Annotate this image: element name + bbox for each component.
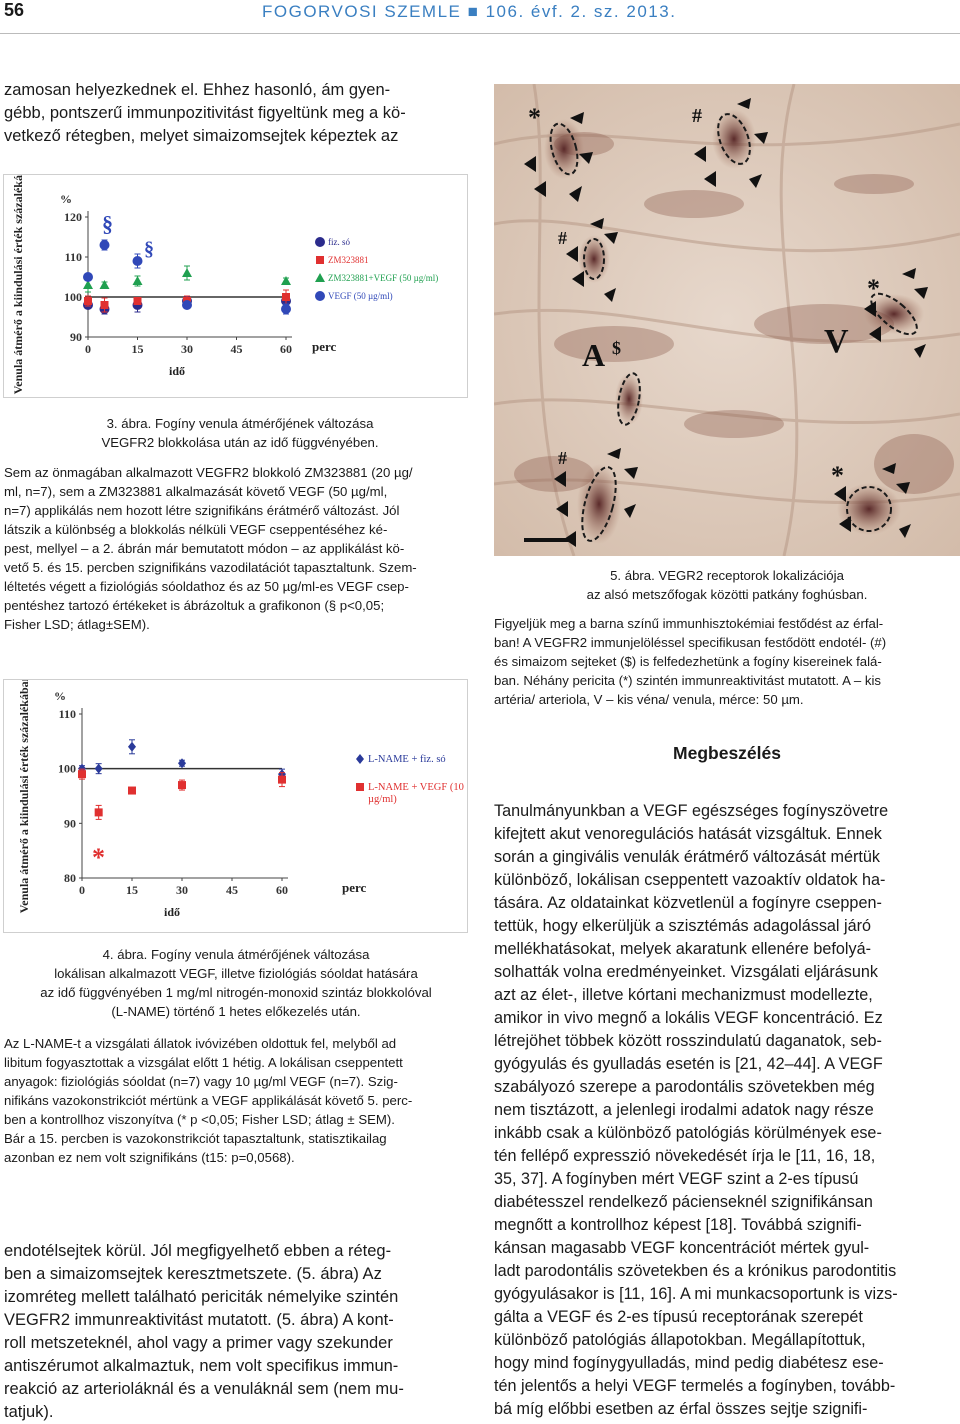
text-line: ben a simaizomsejtek keresztmetszete. (5. ábra) Az xyxy=(4,1265,382,1283)
text-line: n=7) applikálás nem hozott létre szignifikáns érátmérő változást. Jól xyxy=(4,503,400,518)
legend-marker xyxy=(356,783,364,791)
text-line: gálta a VEGF és 2-es típusú receptorának szerepét xyxy=(494,1308,863,1326)
section-heading: Megbeszélés xyxy=(673,743,781,763)
fig5-label: A xyxy=(582,337,606,373)
fig5-label: * xyxy=(831,461,844,490)
y-tick-label: 90 xyxy=(70,330,82,344)
x-unit-label: perc xyxy=(342,880,367,895)
text-line: antiszérumot alkalmaztuk, nem volt specifikus immun- xyxy=(4,1357,399,1375)
text-line: nifikáns vazokonstrikciót mértünk a VEGF applikálását követő 5. perc- xyxy=(4,1093,413,1108)
legend-label: ZM323881 xyxy=(328,255,369,265)
fig5-label: V xyxy=(824,323,849,360)
data-point xyxy=(278,776,286,784)
figure-5-description xyxy=(494,614,958,709)
discussion-text xyxy=(494,800,959,1421)
caption-line: (L-NAME) történő 1 hetes előkezelés után. xyxy=(111,1004,361,1019)
text-line: Fisher LSD; átlag±SEM). xyxy=(4,617,150,632)
x-tick-label: 45 xyxy=(226,883,238,897)
legend-label: µg/ml) xyxy=(368,794,397,805)
fig5-label: # xyxy=(558,448,567,468)
text-line: ml, n=7), sem a ZM323881 alkalmazását követő VEGF (50 µg/ml, xyxy=(4,484,388,499)
figure-5-micrograph xyxy=(494,84,960,556)
data-point xyxy=(281,304,291,314)
text-line: különböző, lokálisan cseppentett vazoaktív oldatok ha- xyxy=(494,871,886,889)
legend-marker xyxy=(315,273,325,282)
figure-4-description xyxy=(4,1034,468,1167)
scale-bar xyxy=(524,538,576,542)
text-line: ladt parodontális szövetekben és a krónikus parodontitis xyxy=(494,1262,897,1280)
data-point xyxy=(84,297,92,305)
fig5-label: * xyxy=(528,103,541,132)
text-line: létrejöhet többek között rosszindulatú daganatok, seb- xyxy=(494,1032,882,1050)
text-line: mellékhatásokat, melyek akaratunk ellenére befolyá- xyxy=(494,940,872,958)
x-tick-label: 30 xyxy=(181,342,193,356)
caption-line: 5. ábra. VEGR2 receptorok lokalizációja xyxy=(610,568,844,583)
text-line: anyagok: fiziológiás sóoldat (n=7) vagy 10 µg/ml VEGF (n=7). Szig- xyxy=(4,1074,398,1089)
legend-label: L-NAME + VEGF (10 xyxy=(368,782,464,793)
text-line: azonban ez nem volt szignifikáns (t15: p=0,0568). xyxy=(4,1150,295,1165)
y-tick-label: 80 xyxy=(64,871,76,885)
text-line: pest, mellyel – a 2. ábrán már bemutatott módon – az applikálást kö- xyxy=(4,541,405,556)
text-line: tatjuk). xyxy=(4,1403,54,1421)
text-line: Sem az önmagában alkalmazott VEGFR2 blokkoló ZM323881 (20 µg/ xyxy=(4,465,413,480)
data-point xyxy=(182,300,192,310)
significance-mark: § xyxy=(102,211,113,236)
text-line: kánsan magasabb VEGF koncentrációt mértek gyul- xyxy=(494,1239,870,1257)
data-point xyxy=(100,280,110,289)
header-divider xyxy=(0,33,960,34)
figure-3-description xyxy=(4,463,468,634)
significance-mark: § xyxy=(144,238,154,260)
text-line: Bár a 15. percben is vazokonstrikciót tapasztaltunk, statisztikailag xyxy=(4,1131,387,1146)
y-unit-label: % xyxy=(60,192,72,206)
fig5-label: $ xyxy=(612,338,621,358)
data-point xyxy=(101,301,109,309)
caption-line: az alsó metszőfogak közötti patkány foghúsban. xyxy=(586,587,868,602)
x-tick-label: 60 xyxy=(280,342,292,356)
legend-marker xyxy=(315,291,325,301)
text-line: megnőtt a kontrollhoz képest [18]. Továbbá szignifi- xyxy=(494,1216,862,1234)
text-line: tén jelentős a helyi VEGF termelés a fogínyben, tovább- xyxy=(494,1377,896,1395)
text-line: artéria/ arteriola, V – kis véna/ venula, mérce: 50 µm. xyxy=(494,692,804,707)
text-line: Tanulmányunkban a VEGF egészséges fogínyszövetre xyxy=(494,802,889,820)
fig5-label: # xyxy=(692,105,702,127)
y-axis-label: Venula átmérő a kiindulási érték százalékában xyxy=(17,680,31,914)
x-tick-label: 60 xyxy=(276,883,288,897)
x-tick-label: 0 xyxy=(79,883,85,897)
intro-paragraph xyxy=(4,79,472,148)
data-point xyxy=(182,268,192,277)
data-point xyxy=(95,764,103,774)
text-line: roll metszeteknél, ahol vagy a primer vagy szekunder xyxy=(4,1334,393,1352)
figure-4-chart xyxy=(3,679,468,933)
data-point xyxy=(128,742,136,752)
data-point xyxy=(78,770,86,778)
data-point xyxy=(95,808,103,816)
text-line: VEGFR2 immunreaktivitást mutatott. (5. ábra) A kont- xyxy=(4,1311,394,1329)
y-tick-label: 100 xyxy=(64,290,82,304)
caption-line: VEGFR2 blokkolása után az idő függvényében. xyxy=(101,435,379,450)
text-line: izomréteg mellett található periciták némelyike szintén xyxy=(4,1288,399,1306)
data-point xyxy=(133,256,143,266)
text-line: szabályozó szerepe a parodontális szövetekben még xyxy=(494,1078,875,1096)
journal-title: FOGORVOSI SZEMLE ■ 106. évf. 2. sz. 2013. xyxy=(262,2,677,21)
legend-marker xyxy=(356,754,364,764)
text-line: különböző patológiás állapotokban. Megállapítottuk, xyxy=(494,1331,866,1349)
text-line: amikor in vivo megnő a lokális VEGF koncentráció. Ez xyxy=(494,1009,883,1027)
text-line: solhatták volna eredményeinket. Vizsgálati eljárásunk xyxy=(494,963,878,981)
legend-label: ZM323881+VEGF (50 µg/ml) xyxy=(328,273,439,283)
text-line: ban! A VEGFR2 immunjelöléssel specifikusan festődött endotél- (#) xyxy=(494,635,887,650)
micrograph-svg xyxy=(494,84,960,556)
x-tick-label: 30 xyxy=(176,883,188,897)
text-line: léltetés végett a fiziológiás sóoldathoz és az 50 µg/ml-es VEGF csep- xyxy=(4,579,409,594)
x-tick-label: 0 xyxy=(85,342,91,356)
text-line: és simaizom sejteket ($) is felfedezhetünk a fogíny kisereinek falá- xyxy=(494,654,882,669)
data-point xyxy=(133,276,143,285)
y-tick-label: 90 xyxy=(64,816,76,831)
significance-mark: * xyxy=(92,843,105,872)
text-line: reakció az arterioláknál és a venuláknál sem (nem mu- xyxy=(4,1380,404,1398)
text-line: kifejtett akut venoregulációs hatását vizsgáltuk. Ennek xyxy=(494,825,882,843)
y-tick-label: 110 xyxy=(64,250,82,264)
legend-marker xyxy=(316,256,324,264)
legend-label: L-NAME + fiz. só xyxy=(368,754,446,765)
legend-marker xyxy=(315,237,325,247)
caption-line: lokálisan alkalmazott VEGF, illetve fiziológiás sóoldat hatására xyxy=(54,966,418,981)
text-line: vetkező rétegben, melyet simaizomsejtek képeztek az xyxy=(4,127,399,145)
text-line: pentéshez tartozó értékeket is ábrázoltuk a grafikonon (§ p<0,05; xyxy=(4,598,385,613)
caption-line: 4. ábra. Fogíny venula átmérőjének változása xyxy=(102,947,370,962)
text-line: vető 5. és 15. percben szignifikáns vazodilatációt tapasztaltunk. Szem- xyxy=(4,560,417,575)
data-point xyxy=(134,297,142,305)
text-line: libitum fogyasztottak a vizsgálat előtt 1 hétig. A lokálisan cseppentett xyxy=(4,1055,403,1070)
y-tick-label: 100 xyxy=(58,761,76,776)
figure-4-caption xyxy=(0,945,472,1021)
data-point xyxy=(282,293,290,301)
text-line: tettük, hogy elkerüljük a szisztémás adagolással járó xyxy=(494,917,871,935)
y-axis-label: Venula átmérő a kiindulási érték százalékában xyxy=(11,175,25,395)
data-point xyxy=(100,240,110,250)
y-unit-label: % xyxy=(54,689,66,703)
fig5-label: # xyxy=(558,228,567,248)
x-unit-label: perc xyxy=(312,339,337,354)
figure-5-caption xyxy=(494,566,960,604)
y-tick-label: 120 xyxy=(64,210,82,224)
x-axis-label: idő xyxy=(168,364,186,378)
data-point xyxy=(83,272,93,282)
text-line: tására. Az oldatainkat közvetlenül a fogínyre cseppen- xyxy=(494,894,882,912)
text-line: nem tisztázott, a jelenlegi irodalmi adatok nagy része xyxy=(494,1101,874,1119)
data-point xyxy=(178,781,186,789)
text-line: gébb, pontszerű immunpozitivitást figyeltünk meg a kö- xyxy=(4,104,406,122)
data-point xyxy=(281,276,291,285)
page-number: 56 xyxy=(4,0,25,20)
x-axis-label: idő xyxy=(163,905,181,919)
figure-3-chart xyxy=(3,174,468,398)
text-line: gyógyulásakor is [11, 16]. A mi munkacsoportunk is vizs- xyxy=(494,1285,898,1303)
caption-line: 3. ábra. Fogíny venula átmérőjének változása xyxy=(106,416,374,431)
y-tick-label: 110 xyxy=(58,707,76,721)
data-point xyxy=(128,787,136,795)
text-line: azt az élet-, illetve kórtani mechanizmust modellezte, xyxy=(494,986,873,1004)
text-line: Az L-NAME-t a vizsgálati állatok ivóvizében oldottuk fel, melyből ad xyxy=(4,1036,397,1051)
legend-label: fiz. só xyxy=(328,237,350,247)
text-line: zamosan helyezkednek el. Ehhez hasonló, ám gyen- xyxy=(4,81,391,99)
x-tick-label: 15 xyxy=(131,342,144,356)
figure-3-caption xyxy=(30,414,450,452)
text-line: tén fellépő expresszió növekedését írja le [11, 16, 18, xyxy=(494,1147,876,1165)
text-line: hogy mind fogínygyulladás, mind pedig diabétesz ese- xyxy=(494,1354,884,1372)
text-line: Figyeljük meg a barna színű immunhisztokémiai festődést az érfal- xyxy=(494,616,884,631)
figure-3-svg xyxy=(4,175,467,397)
text-line: látszik a különbség a blokkolás nélküli VEGF cseppentéséhez ké- xyxy=(4,522,388,537)
text-line: során a gingivális venulák érátmérő változását mértük xyxy=(494,848,880,866)
text-line: 35, 37]. A fogínyben mért VEGF szint a 2-es típusú xyxy=(494,1170,859,1188)
caption-line: az idő függvényében 1 mg/ml nitrogén-monoxid szintáz blokkolóval xyxy=(40,985,432,1000)
legend-label: VEGF (50 µg/ml) xyxy=(328,291,393,301)
fig5-label: * xyxy=(867,274,880,303)
text-line: endotélsejtek körül. Jól megfigyelhető ebben a réteg- xyxy=(4,1242,392,1260)
x-tick-label: 45 xyxy=(230,342,243,356)
text-line: ben a kontrollhoz viszonyítva (* p <0,05; Fisher LSD; átlag ± SEM). xyxy=(4,1112,395,1127)
text-line: inkább csak a különböző patológiás körülmények ese- xyxy=(494,1124,882,1142)
text-line: bá míg előbbi esetben az érfal összes sejtje szignifi- xyxy=(494,1400,868,1418)
text-line: ban. Néhány pericita (*) szintén immunreaktivitást mutatott. A – kis xyxy=(494,673,882,688)
figure-4-svg xyxy=(4,680,467,932)
text-line: diabétesszel rendelkező pácienseknél szignifikánsan xyxy=(494,1193,873,1211)
x-tick-label: 15 xyxy=(126,883,138,897)
outro-paragraph xyxy=(4,1240,468,1424)
text-line: gyógyulás és gyulladás esetén is [21, 42–44]. A VEGF xyxy=(494,1055,883,1073)
